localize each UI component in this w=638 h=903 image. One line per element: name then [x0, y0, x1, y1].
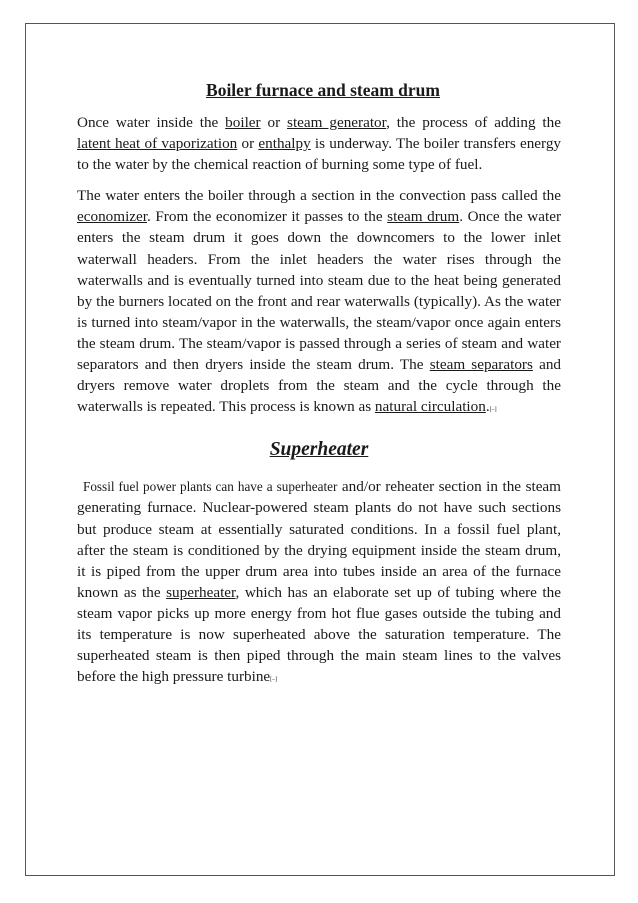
- text: and dryers remove water droplets from the steam and the cycle through the waterwalls is repeated. This process is known as: [77, 356, 562, 416]
- text: or: [237, 135, 259, 153]
- paragraph-1: [77, 112, 561, 175]
- link-natural-circulation[interactable]: natural circulation: [374, 398, 486, 416]
- text: . From the economizer it passes to the: [147, 208, 388, 226]
- text: , the process of adding the: [386, 114, 561, 131]
- link-superheater[interactable]: superheater: [166, 583, 236, 601]
- reference-marker[interactable]: [–]: [270, 677, 278, 684]
- text: and/or reheater section in the steam generating furnace. Nuclear-powered steam plants do not have such sections but produce steam at essentially saturated conditions. In a fossil fuel plant, after the steam is conditioned by the drying equipment inside the steam drum, it is piped from the upper drum area into tubes inside an area of the furnace known as the: [77, 478, 561, 601]
- text: is underway. The boiler transfers energy to the water by the chemical reaction of burning some type of fuel.: [77, 135, 562, 174]
- link-steam-generator[interactable]: steam generator: [287, 114, 387, 131]
- reference-marker[interactable]: [–]: [489, 407, 497, 414]
- section-title: Boiler furnace and steam drum: [206, 80, 440, 100]
- link-economizer[interactable]: economizer: [77, 208, 147, 226]
- text: .: [485, 398, 490, 416]
- text: or: [260, 114, 288, 131]
- link-latent-heat[interactable]: latent heat of vaporization: [77, 135, 238, 153]
- link-steam-drum[interactable]: steam drum: [387, 208, 460, 226]
- link-enthalpy[interactable]: enthalpy: [258, 135, 311, 153]
- text: Fossil fuel power plants can have a superheater: [83, 479, 338, 495]
- section-heading-superheater: Superheater: [269, 439, 369, 461]
- paragraph-3: [77, 476, 561, 691]
- text: The water enters the boiler through a section in the convection pass called the: [77, 187, 561, 205]
- link-steam-separators[interactable]: steam separators: [429, 356, 533, 374]
- text: Once water inside the: [77, 114, 226, 131]
- text: , which has an elaborate set up of tubing where the steam vapor picks up more energy from hot flue gases outside the tubing and its temperature is now superheated above the saturation temperature. The superheated steam is then piped through the main steam lines to the valves before the high pressure turbine: [77, 583, 561, 686]
- paragraph-2: [77, 185, 561, 421]
- document-body: [77, 78, 561, 701]
- link-boiler[interactable]: boiler: [225, 114, 261, 131]
- text: . Once the water enters the steam drum it goes down the downcomers to the lower inlet waterwall headers. From the inlet headers the water rises through the waterwalls and is eventually turned into steam due to the heat being generated by the burners located on the front and rear waterwalls (typically). As the water is turned into steam/vapor in the waterwalls, the steam/vapor once again enters the steam drum. The steam/vapor is passed through a series of steam and water separators and then dryers inside the steam drum. The: [77, 208, 562, 374]
